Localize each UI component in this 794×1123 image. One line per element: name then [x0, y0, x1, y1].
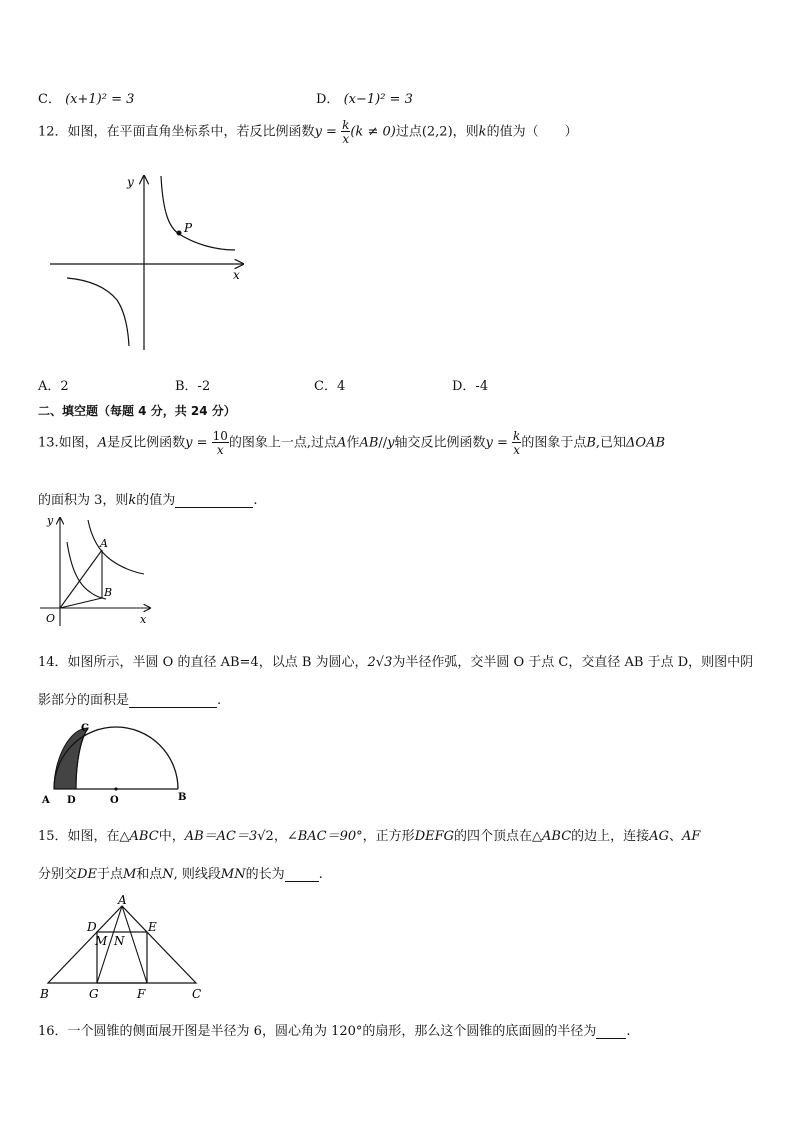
q12-question: 12．如图，在平面直角坐标系中，若反比例函数y = $\frac{k}{x}$ (k ≠ 0)过点(2,2)，则k的值为（ ） [38, 118, 578, 146]
q12-option-d: D．-4 [452, 379, 489, 394]
q16-question: 16．一个圆锥的侧面展开图是半径为 6，圆心角为 120°的扇形，那么这个圆锥的底面圆的半径为 . [38, 1024, 631, 1039]
q12-option-c: C．4 [314, 379, 346, 394]
q14-question-line2: 影部分的面积是 . [38, 693, 222, 708]
q12-option-a: A．2 [38, 379, 69, 394]
svg-text:C: C [192, 987, 202, 1001]
q12-graph [45, 170, 255, 355]
q15-answer-blank[interactable] [285, 867, 319, 882]
svg-text:x: x [140, 613, 147, 626]
q13-graph [36, 512, 156, 628]
curve-10-over-x [88, 520, 144, 574]
q15-figure [36, 893, 211, 1003]
svg-text:E: E [148, 920, 157, 934]
q13-question-line2: 的面积为 3，则k的值为 . [38, 493, 258, 508]
curve-branch-2 [67, 278, 129, 346]
svg-text:B: B [40, 987, 49, 1001]
svg-text:B: B [104, 586, 113, 599]
q14-question-line1: 14．如图所示，半圆 O 的直径 AB=4，以点 B 为圆心，2√3为半径作弧，交半圆 O 于点 C，交直径 AB 于点 D，则图中阴 [38, 655, 754, 670]
svg-text:y: y [47, 514, 54, 527]
q11-option-d-expr: (x−1)² = 3 [343, 92, 413, 107]
center-o [114, 787, 117, 790]
point-p [177, 231, 182, 236]
q15-question-line2: 分别交DE于点M和点N, 则线段MN的长为 . [38, 867, 323, 882]
svg-text:C: C [81, 723, 89, 734]
svg-text:O: O [46, 612, 56, 625]
q13-fraction-1: $\frac{10}{x}$ [212, 429, 228, 457]
q14-figure [36, 716, 196, 808]
q13-question-line1: 13.如图，A是反比例函数y = $\frac{10}{x}$ 的图象上一点,过点A作AB//y轴交反比例函数y = $\frac{k}{x}$ 的图象于点B,已知ΔOAB [38, 429, 666, 457]
q11-option-d: D． (x−1)² = 3 [316, 92, 413, 107]
svg-text:D: D [67, 795, 76, 806]
svg-text:M: M [95, 934, 108, 948]
svg-text:O: O [110, 795, 119, 806]
p-label: P [184, 221, 193, 235]
curve-branch-1 [161, 176, 235, 250]
y-label: y [127, 175, 134, 189]
q14-answer-blank[interactable] [129, 693, 217, 708]
q12-fraction: $\frac{k}{x}$ [342, 118, 350, 146]
segment-af [122, 906, 147, 983]
svg-text:A: A [118, 893, 127, 907]
q12-option-b: B．-2 [175, 379, 211, 394]
svg-text:B: B [178, 792, 187, 803]
q13-answer-blank[interactable] [175, 493, 253, 508]
q16-answer-blank[interactable] [596, 1024, 626, 1039]
svg-text:A: A [100, 537, 108, 550]
svg-text:F: F [137, 987, 146, 1001]
q13-fraction-2: $\frac{k}{x}$ [513, 429, 521, 457]
q14-radius: 2√3 [367, 655, 393, 670]
x-label: x [233, 268, 240, 282]
q11-option-c-expr: (x+1)² = 3 [65, 92, 135, 107]
svg-text:G: G [89, 987, 99, 1001]
svg-text:D: D [87, 920, 97, 934]
section-title: 二、填空题（每题 4 分，共 24 分） [38, 404, 236, 418]
q15-question-line1: 15．如图，在△ABC中，AB＝AC＝3√2，∠BAC＝90°，正方形DEFG的四个顶点在△ABC的边上，连接AG、AF [38, 829, 701, 844]
svg-text:N: N [114, 934, 125, 948]
svg-text:A: A [42, 795, 50, 806]
q11-option-c: C． (x+1)² = 3 [38, 92, 135, 107]
